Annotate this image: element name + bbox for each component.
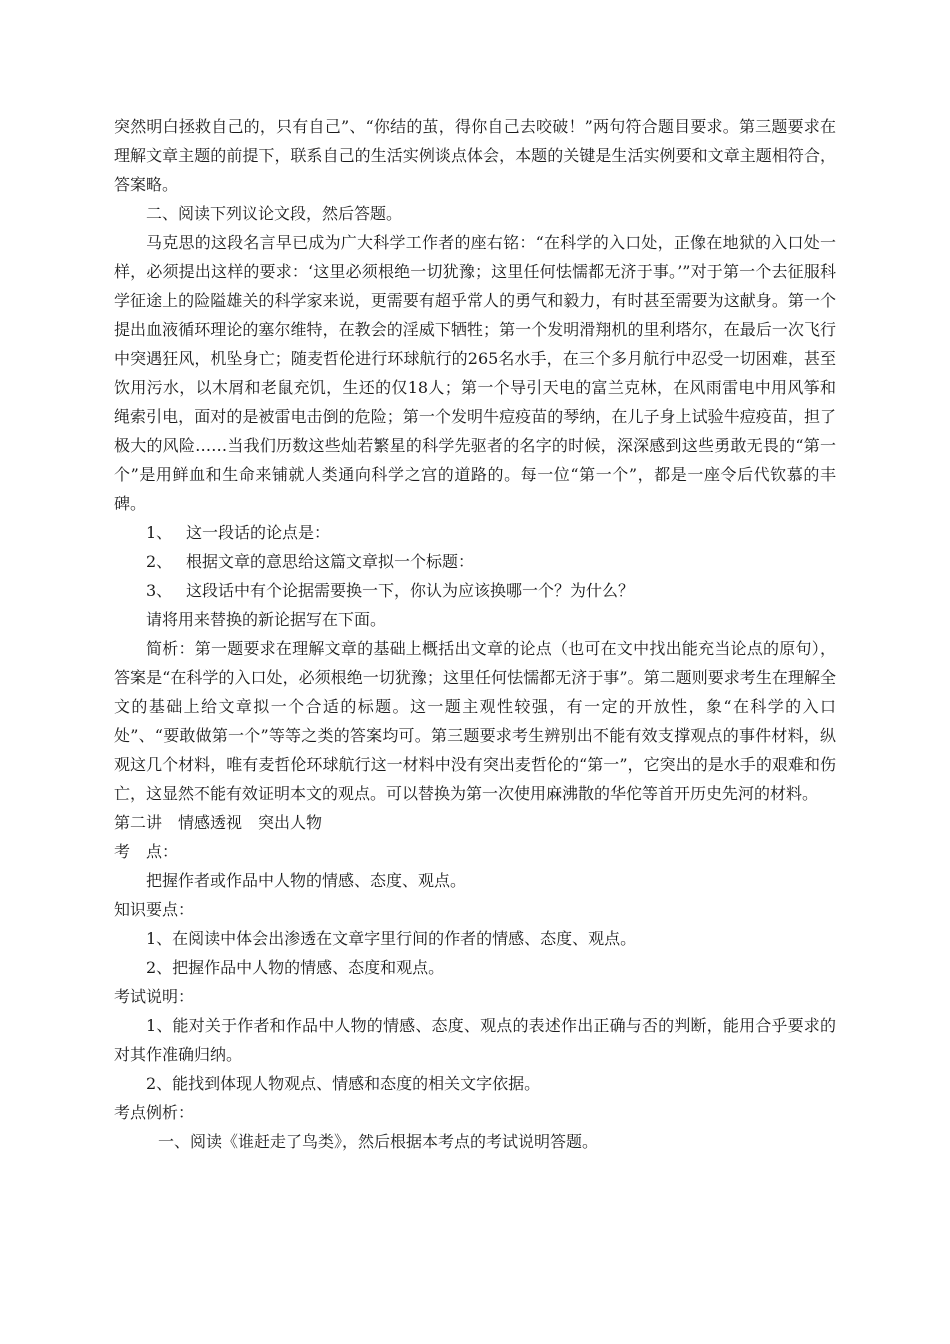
- paragraph-marx-quote-passage: 马克思的这段名言早已成为广大科学工作者的座右铭：“在科学的入口处，正像在地狱的入口处一样，必须提出这样的要求：‘这里必须根绝一切犹豫；这里任何怯懦都无济于事。’”对于第一个去征服科学征途上的险隘雄关的科学家来说，更需要有超乎常人的勇气和毅力，有时甚至需要为这献身。第一个提出血液循环理论的塞尔维特，在教会的淫威下牺牲；第一个发明滑翔机的里利塔尔，在最后一次飞行中突遇狂风，机坠身亡；随麦哲伦进行环球航行的265名水手，在三个多月航行中忍受一切困难，甚至饮用污水，以木屑和老鼠充饥，生还的仅18人；第一个导引天电的富兰克林，在风雨雷电中用风筝和绳索引电，面对的是被雷电击倒的危险；第一个发明牛痘疫苗的琴纳，在儿子身上试验牛痘疫苗，担了极大的风险……当我们历数这些灿若繁星的科学先驱者的名字的时候，深深感到这些勇敢无畏的“第一个”是用鲜血和生命来铺就人类通向科学之宫的道路的。每一位“第一个”，都是一座令后代钦慕的丰碑。: [114, 233, 836, 513]
- question-2-number: 2、: [146, 552, 173, 571]
- lecture-title: 第二讲 情感透视 突出人物: [114, 813, 323, 832]
- paragraph-replacement-instruction: 请将用来替换的新论据写在下面。: [146, 610, 387, 629]
- knowledge-point-1: 1、在阅读中体会出渗透在文章字里行间的作者的情感、态度、观点。: [146, 929, 637, 948]
- heading-exam-description: 考试说明：: [114, 987, 195, 1006]
- heading-example-analysis: 考点例析：: [114, 1103, 195, 1122]
- question-2: [114, 547, 836, 576]
- question-3: [114, 576, 836, 605]
- document-page: [114, 112, 836, 1156]
- heading-exam-point: 考 点：: [114, 842, 179, 861]
- paragraph-exam-point-text: 把握作者或作品中人物的情感、态度、观点。: [146, 871, 467, 890]
- exam-description-1: 1、能对关于作者和作品中人物的情感、态度、观点的表述作出正确与否的判断，能用合乎要求的对其作准确归纳。: [114, 1016, 836, 1064]
- example-1-instruction: 一、阅读《谁赶走了鸟类》，然后根据本考点的考试说明答题。: [158, 1132, 599, 1151]
- paragraph-answer-analysis-end: 突然明白拯救自己的，只有自己”、“你结的茧，得你自己去咬破！”两句符合题目要求。第三题要求在理解文章主题的前提下，联系自己的生活实例谈点体会，本题的关键是生活实例要和文章主题相符合，答案略。: [114, 117, 836, 194]
- question-3-text: 这段话中有个论据需要换一下，你认为应该换哪一个？为什么？: [186, 581, 635, 600]
- question-3-number: 3、: [146, 581, 173, 600]
- question-2-text: 根据文章的意思给这篇文章拟一个标题：: [186, 552, 475, 571]
- question-1: [114, 518, 836, 547]
- question-1-text: 这一段话的论点是：: [186, 523, 331, 542]
- question-1-number: 1、: [146, 523, 173, 542]
- paragraph-brief-analysis: 简析：第一题要求在理解文章的基础上概括出文章的论点（也可在文中找出能充当论点的原句），答案是“在科学的入口处，必须根绝一切犹豫；这里任何怯懦都无济于事”。第二题则要求考生在理解全文的基础上给文章拟一个合适的标题。这一题主观性较强，有一定的开放性，象“在科学的入口处”、“要敢做第一个”等等之类的答案均可。第三题要求考生辨别出不能有效支撑观点的事件材料，纵观这几个材料，唯有麦哲伦环球航行这一材料中没有突出麦哲伦的“第一”，它突出的是水手的艰难和伤亡，这显然不能有效证明本文的观点。可以替换为第一次使用麻沸散的华佗等首开历史先河的材料。: [114, 639, 836, 803]
- exam-description-2: 2、能找到体现人物观点、情感和态度的相关文字依据。: [146, 1074, 541, 1093]
- heading-knowledge-points: 知识要点：: [114, 900, 195, 919]
- section-heading-reading-argument: 二、阅读下列议论文段，然后答题。: [146, 204, 403, 223]
- knowledge-point-2: 2、把握作品中人物的情感、态度和观点。: [146, 958, 445, 977]
